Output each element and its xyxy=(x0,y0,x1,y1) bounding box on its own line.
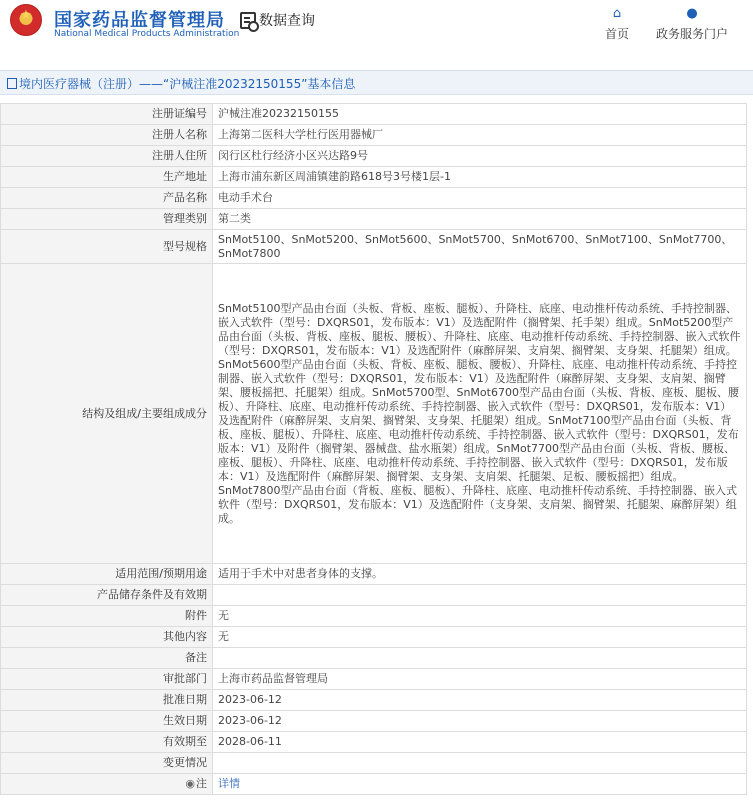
row-label: 生效日期 xyxy=(1,711,213,732)
nav-gov-service-portal[interactable] xyxy=(653,6,731,42)
table-row xyxy=(1,585,747,606)
table-row xyxy=(1,188,747,209)
row-label: 生产地址 xyxy=(1,167,213,188)
site-header xyxy=(0,0,753,60)
row-value: 上海第二医科大学杜行医用器械厂 xyxy=(213,125,747,146)
row-label: 注册证编号 xyxy=(1,104,213,125)
breadcrumb xyxy=(7,75,355,92)
table-row xyxy=(1,648,747,669)
table-row xyxy=(1,690,747,711)
breadcrumb-text: 境内医疗器械（注册）——“沪械注准20232150155”基本信息 xyxy=(19,77,356,91)
row-value: 上海市药品监督管理局 xyxy=(213,669,747,690)
details-link[interactable]: 详情 xyxy=(218,777,240,790)
row-value: 2028-06-11 xyxy=(213,732,747,753)
row-label: 有效期至 xyxy=(1,732,213,753)
row-value: 上海市浦东新区周浦镇建韵路618号3号楼1层-1 xyxy=(213,167,747,188)
table-row xyxy=(1,104,747,125)
table-row xyxy=(1,606,747,627)
row-value: 无 xyxy=(213,627,747,648)
row-label: 注册人住所 xyxy=(1,146,213,167)
table-row xyxy=(1,167,747,188)
note-label: 注 xyxy=(196,777,207,790)
note-row xyxy=(1,774,747,795)
table-row xyxy=(1,669,747,690)
table-row xyxy=(1,711,747,732)
table-row xyxy=(1,209,747,230)
row-value xyxy=(213,753,747,774)
row-label: 结构及组成/主要组成成分 xyxy=(1,264,213,564)
breadcrumb-bar xyxy=(0,70,753,95)
registration-info-table xyxy=(0,103,747,795)
row-label: 其他内容 xyxy=(1,627,213,648)
row-value: 第二类 xyxy=(213,209,747,230)
table-row xyxy=(1,627,747,648)
table-row xyxy=(1,564,747,585)
note-label-cell xyxy=(1,774,213,795)
note-value-cell xyxy=(213,774,747,795)
data-query-link[interactable] xyxy=(240,11,315,29)
row-value: 电动手术台 xyxy=(213,188,747,209)
row-value xyxy=(213,585,747,606)
row-value: 适用于手术中对患者身体的支撑。 xyxy=(213,564,747,585)
table-row xyxy=(1,125,747,146)
home-icon: ⌂ xyxy=(612,6,622,21)
row-value: SnMot5100型产品由台面（头板、背板、座板、腿板）、升降柱、底座、电动推杆传动系统、手持控制器、嵌入式软件（型号：DXQRS01，发布版本：V1）及选配附件（搁臂架、托手架）组成。SnMot5200型产品由台面（头板、背板、座板、腿板、腰板）、升降柱、底座、电动推杆传动系统、手持控制器、嵌入式软件（型号：DXQRS01，发布版本：V1）及选配附件（麻醉屏架、支肩架、搁臂架、支身架、托腿架）组成。SnMot5600型产品由台面（头板、背板、座板、腿板、腰板）、升降柱、底座、电动推杆传动系统、手持控制器、嵌入式软件（型号：DXQRS01，发布版本：V1）及选配附件（麻醉屏架、支身架、支肩架、搁臂架、腰板摇把、托腿架）组成。SnMot5700型、SnMot6700型产品由台面（头板、背板、座板、腿板、腰板）、升降柱、底座、电动推杆传动系统、手持控制器、嵌入式软件（型号：DXQRS01，发布版本：V1）及选配附件（麻醉屏架、支肩架、搁臂架、支身架、托腿架）组成。SnMot7100型产品由台面（头板、背板、座板、腿板）、升降柱、底座、电动推杆传动系统、手持控制器、嵌入式软件（型号：DXQRS01，发布版本：V1）及附件（搁臂架、器械盘、盐水瓶架）组成。SnMot7700型产品由台面（头板、背板、腰板、座板、腿板）、升降柱、底座、电动推杆传动系统、手持控制器、嵌入式软件（型号：DXQRS01，发布版本：V1）及选配附件（麻醉屏架、搁臂架、支身架、支肩架、托腿架、足板、腰板摇把）组成。SnMot7800型产品由台面（背板、座板、腿板）、升降柱、底座、电动推杆传动系统、手持控制器、嵌入式软件（型号：DXQRS01，发布版本：V1）及选配附件（支身架、支肩架、搁臂架、托腿架、麻醉屏架）组成。 xyxy=(213,264,747,564)
table-row xyxy=(1,146,747,167)
row-label: 产品名称 xyxy=(1,188,213,209)
row-label: 产品储存条件及有效期 xyxy=(1,585,213,606)
data-search-icon xyxy=(240,12,256,29)
site-subtitle: National Medical Products Administration xyxy=(54,29,240,39)
table-row xyxy=(1,732,747,753)
document-icon xyxy=(7,78,17,89)
site-title[interactable]: 国家药品监督管理局 xyxy=(54,10,225,31)
row-label: 附件 xyxy=(1,606,213,627)
row-label: 审批部门 xyxy=(1,669,213,690)
row-value: 无 xyxy=(213,606,747,627)
table-row xyxy=(1,753,747,774)
nav-home[interactable] xyxy=(602,6,632,42)
row-label: 变更情况 xyxy=(1,753,213,774)
row-value: 沪械注准20232150155 xyxy=(213,104,747,125)
row-label: 批准日期 xyxy=(1,690,213,711)
row-label: 注册人名称 xyxy=(1,125,213,146)
data-query-label: 数据查询 xyxy=(259,13,315,29)
nav-service-label: 政务服务门户 xyxy=(655,27,728,41)
row-label: 管理类别 xyxy=(1,209,213,230)
row-label: 适用范围/预期用途 xyxy=(1,564,213,585)
row-value xyxy=(213,648,747,669)
row-value: SnMot5100、SnMot5200、SnMot5600、SnMot5700、SnMot6700、SnMot7100、SnMot7700、SnMot7800 xyxy=(213,230,747,264)
row-value: 2023-06-12 xyxy=(213,711,747,732)
row-value: 2023-06-12 xyxy=(213,690,747,711)
row-label: 备注 xyxy=(1,648,213,669)
table-row xyxy=(1,230,747,264)
row-label: 型号规格 xyxy=(1,230,213,264)
national-emblem-icon: ★ xyxy=(10,4,42,36)
user-icon: ● xyxy=(686,6,698,21)
nav-home-label: 首页 xyxy=(604,27,629,41)
table-row xyxy=(1,264,747,564)
row-value: 闵行区杜行经济小区兴达路9号 xyxy=(213,146,747,167)
note-icon: ◉ xyxy=(185,777,195,790)
